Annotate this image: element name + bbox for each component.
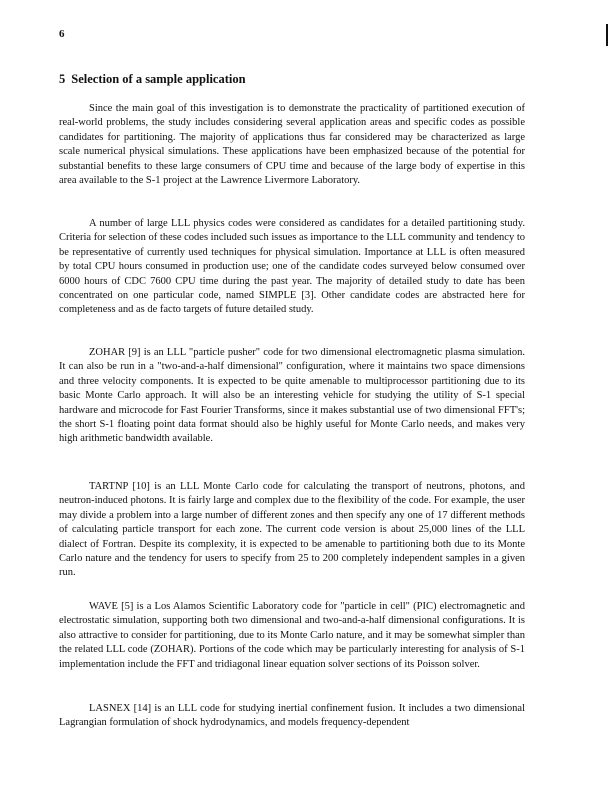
section-heading	[59, 72, 246, 87]
section-title: Selection of a sample application	[71, 72, 246, 86]
paragraph-candidate-codes: A number of large LLL physics codes were considered as candidates for a detailed partitioning study. Criteria for selection of these codes included such issues as importance to the LLL community and tendency to be representative of currently used techniques for physical simulation. Importance at LLL is often measured by total CPU hours consumed in production use; one of the candidate codes surveyed below consumed over 6000 hours of CDC 7600 CPU time during the past year. The majority of detailed study to date has been concentrated on one particular code, named SIMPLE [3]. Other candidate codes are abstracted here for completeness and as de facto targets of future detailed study.	[59, 218, 525, 316]
paragraph-lasnex: LASNEX [14] is an LLL code for studying inertial confinement fusion. It includes a two dimensional Lagrangian formulation of shock hydrodynamics, and models frequency-dependent	[59, 703, 525, 729]
paragraph-main-goal: Since the main goal of this investigation is to demonstrate the practicality of partitioned execution of real-world problems, the study includes considering several application areas and specific codes as possible candidates for partitioning. The majority of applications thus far considered may be characterized as large scale numerical physical simulations. These applications have been emphasized because of the potential for substantial benefits to these large consumers of CPU time and because of the large body of expertise in this area available to the S-1 project at the Lawrence Livermore Laboratory.	[59, 103, 525, 187]
paragraph-zohar: ZOHAR [9] is an LLL "particle pusher" code for two dimensional electromagnetic plasma simulation. It can also be run in a "two-and-a-half dimensional" configuration, where it maintains two space dimensions and three velocity components. It is expected to be quite amenable to multiprocessor partitioning due to its basic Monte Carlo approach. It will also be an interesting vehicle for studying the utility of S-1 special hardware and microcode for Fast Fourier Transforms, since it makes substantial use of two dimensional FFT's; the short S-1 floating point data format should also be highly useful for Monte Carlo needs, and makes very high arithmetic bandwidth available.	[59, 347, 525, 445]
page-number: 6	[59, 28, 65, 40]
paragraph-tartnp: TARTNP [10] is an LLL Monte Carlo code for calculating the transport of neutrons, photons, and neutron-induced photons. It is fairly large and complex due to the flexibility of the code. For example, the user may divide a problem into a large number of different zones and then specify any one of 17 different methods of calculating particle transport for each zone. The current code version is about 25,000 lines of the LLL dialect of Fortran. Despite its complexity, it is expected to be amenable to partitioning both due to its Monte Carlo nature and the tendency for users to specify from 25 to 200 completely independent samples in a given run.	[59, 481, 525, 579]
page-edge-mark	[606, 24, 608, 46]
paragraph-wave: WAVE [5] is a Los Alamos Scientific Laboratory code for "particle in cell" (PIC) electromagnetic and electrostatic simulation, supporting both two dimensional and two-and-a-half dimensional configurations. It is also attractive to consider for partitioning, due to its Monte Carlo nature, and it may be somewhat simpler than the related LLL code (ZOHAR). Portions of the code which may be particularly interesting for analysis of S-1 implementation include the FFT and tridiagonal linear equation solver sections of its Poisson solver.	[59, 601, 525, 670]
section-number: 5	[59, 72, 66, 86]
